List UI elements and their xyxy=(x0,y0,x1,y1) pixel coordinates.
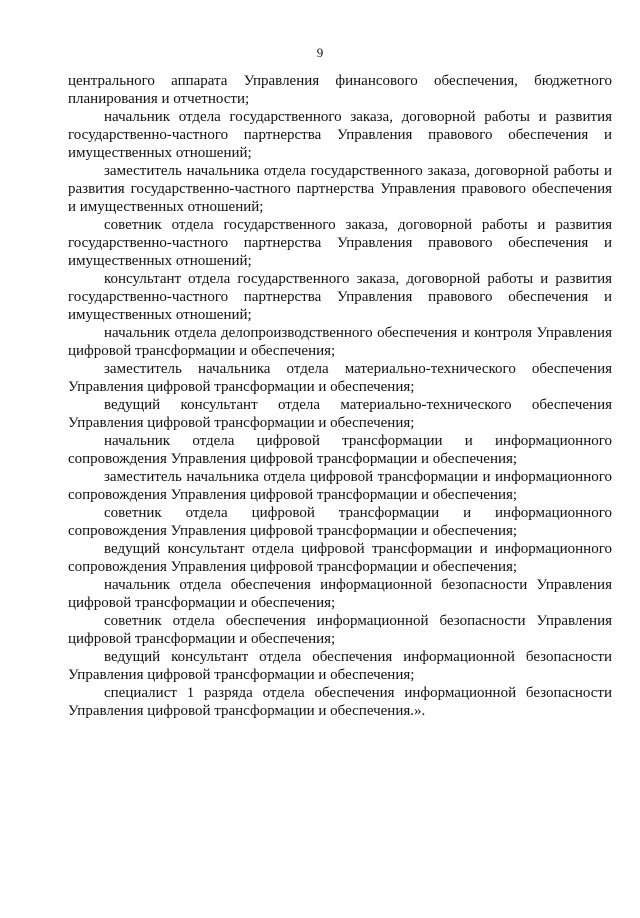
paragraph: консультант отдела государственного заказа, договорной работы и развития государственно-частного партнерства Управления правового обеспечения и имущественных отношений; xyxy=(68,271,612,323)
paragraph: советник отдела государственного заказа, договорной работы и развития государственно-частного партнерства Управления правового обеспечения и имущественных отношений; xyxy=(68,217,612,269)
paragraph: ведущий консультант отдела цифровой трансформации и информационного сопровождения Управления цифровой трансформации и обеспечения; xyxy=(68,541,612,575)
paragraph: заместитель начальника отдела цифровой трансформации и информационного сопровождения Управления цифровой трансформации и обеспечения; xyxy=(68,469,612,503)
page-number: 9 xyxy=(316,45,324,60)
paragraph: специалист 1 разряда отдела обеспечения информационной безопасности Управления цифровой трансформации и обеспечения.». xyxy=(68,685,612,719)
paragraph: начальник отдела делопроизводственного обеспечения и контроля Управления цифровой трансформации и обеспечения; xyxy=(68,325,612,359)
paragraph: начальник отдела государственного заказа, договорной работы и развития государственно-частного партнерства Управления правового обеспечения и имущественных отношений; xyxy=(68,109,612,161)
paragraph: центрального аппарата Управления финансового обеспечения, бюджетного планирования и отчетности; xyxy=(68,73,612,107)
document-body xyxy=(68,72,612,720)
paragraph: заместитель начальника отдела материально-технического обеспечения Управления цифровой трансформации и обеспечения; xyxy=(68,361,612,395)
paragraph: начальник отдела обеспечения информационной безопасности Управления цифровой трансформации и обеспечения; xyxy=(68,577,612,611)
paragraph: начальник отдела цифровой трансформации и информационного сопровождения Управления цифровой трансформации и обеспечения; xyxy=(68,433,612,467)
paragraph: ведущий консультант отдела материально-технического обеспечения Управления цифровой трансформации и обеспечения; xyxy=(68,397,612,431)
paragraph: заместитель начальника отдела государственного заказа, договорной работы и развития государственно-частного партнерства Управления правового обеспечения и имущественных отношений; xyxy=(68,163,612,215)
paragraph: советник отдела обеспечения информационной безопасности Управления цифровой трансформации и обеспечения; xyxy=(68,613,612,647)
paragraph: ведущий консультант отдела обеспечения информационной безопасности Управления цифровой трансформации и обеспечения; xyxy=(68,649,612,683)
paragraph: советник отдела цифровой трансформации и информационного сопровождения Управления цифровой трансформации и обеспечения; xyxy=(68,505,612,539)
